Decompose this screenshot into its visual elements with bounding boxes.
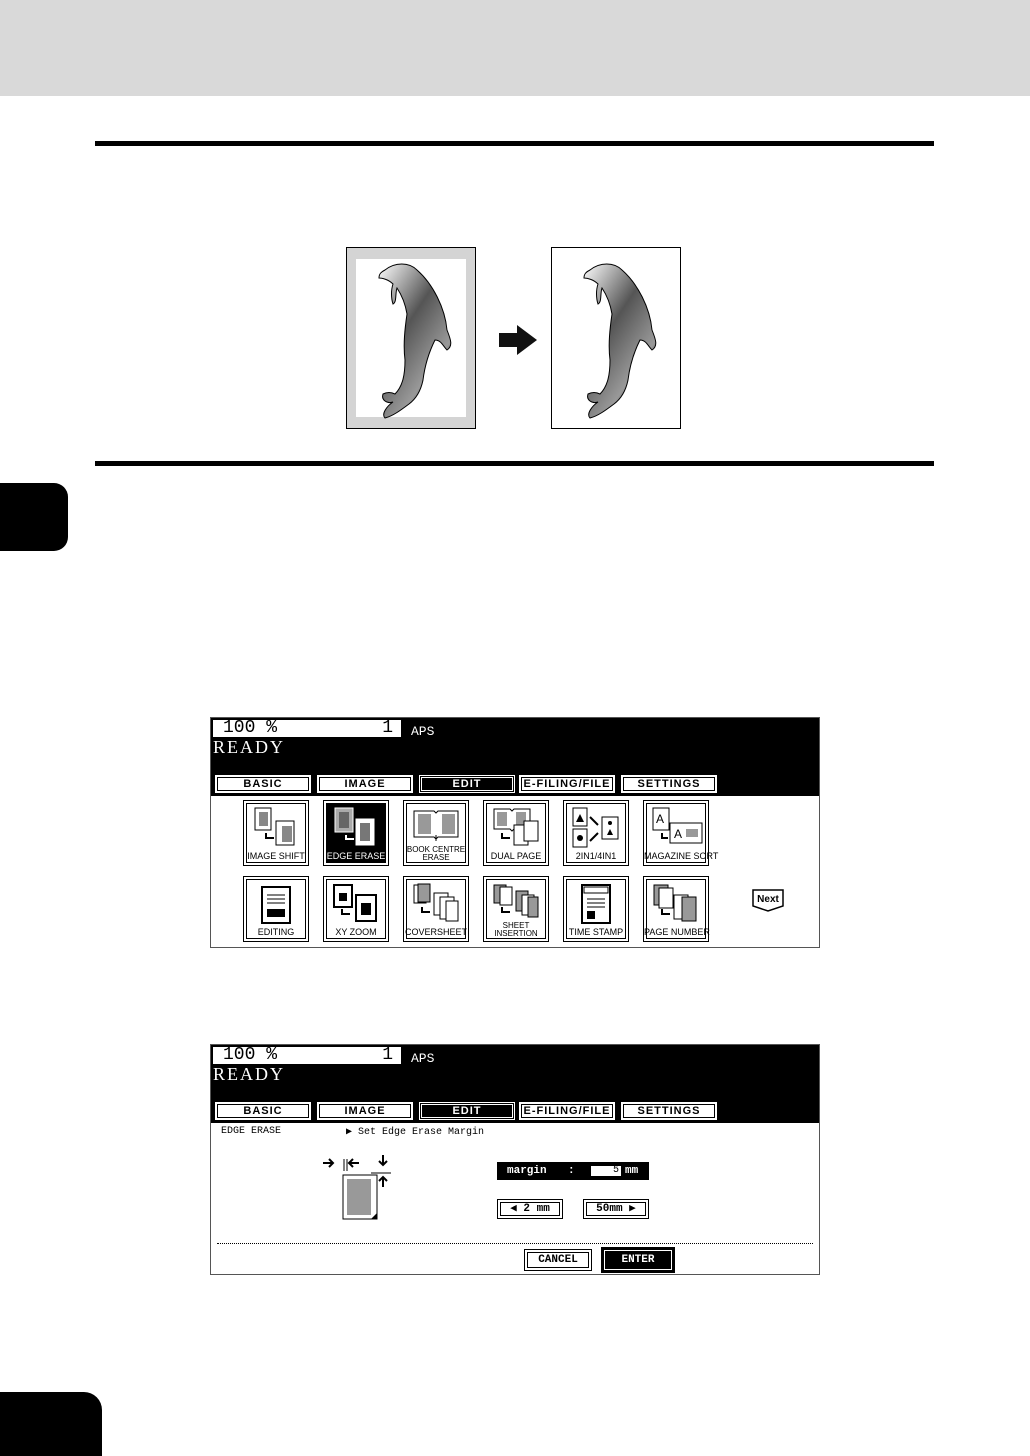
svg-text:A: A [656,812,665,826]
dolphin-icon [552,248,682,430]
right-arrow-icon [497,324,539,356]
book-centre-erase-icon [412,807,462,843]
editing-icon [252,883,302,925]
time-stamp-icon [572,883,622,925]
page-number-button[interactable]: PAGE NUMBER [643,876,709,942]
margin-display: margin : 5 mm [497,1162,649,1180]
zoom-ratio: 100 % [223,1045,278,1065]
ratio-display [213,720,401,737]
status-bar [211,1045,819,1123]
chapter-side-tab [0,483,68,551]
coversheet-icon [412,883,462,923]
divider [217,1243,813,1244]
section-rule-top [95,141,934,146]
dolphin-icon [347,248,477,430]
svg-text:A: A [674,827,683,841]
page-number-icon [652,883,702,923]
paper-mode: APS [411,1051,435,1066]
margin-value: 5 [591,1166,621,1176]
status-message: READY [213,737,285,757]
dual-page-button[interactable]: DUAL PAGE [483,800,549,866]
tab-settings[interactable]: SETTINGS [621,1102,717,1120]
tab-e-filing-file[interactable]: E-FILING/FILE [519,775,615,793]
edit-menu-panel [210,717,820,948]
edge-erase-icon [332,807,382,847]
copy-count: 1 [382,718,393,738]
image-shift-icon [252,807,302,847]
tab-e-filing-file[interactable]: E-FILING/FILE [519,1102,615,1120]
time-stamp-button[interactable]: TIME STAMP [563,876,629,942]
edge-erase-button[interactable]: EDGE ERASE [323,800,389,866]
increase-margin-button[interactable]: 50mm ▶ [583,1199,649,1219]
next-icon [751,888,785,912]
tab-bar [213,775,819,793]
tab-bar [213,1102,819,1120]
enter-button[interactable]: ENTER [601,1247,675,1273]
sheet-insertion-icon [492,883,542,919]
original-with-edge-illustration [346,247,476,429]
edge-erase-panel [210,1044,820,1275]
svg-text:Next: Next [757,894,779,905]
sheet-insertion-button[interactable]: SHEET INSERTION [483,876,549,942]
tab-settings[interactable]: SETTINGS [621,775,717,793]
magazine-sort-button[interactable]: A A MAGAZINE SORT [643,800,709,866]
tab-image[interactable]: IMAGE [317,775,413,793]
instruction-text: ▶ Set Edge Erase Margin [346,1127,485,1138]
erased-result-illustration [551,247,681,429]
status-bar [211,718,819,796]
image-shift-button[interactable]: IMAGE SHIFT [243,800,309,866]
copy-count: 1 [382,1045,393,1065]
function-title: EDGE ERASE [221,1126,282,1137]
xy-zoom-icon [332,883,382,923]
page-number-tab [0,1392,102,1456]
xy-zoom-button[interactable]: XY ZOOM [323,876,389,942]
paper-mode: APS [411,724,435,739]
tab-basic[interactable]: BASIC [215,1102,311,1120]
magazine-sort-icon [652,807,704,847]
coversheet-button[interactable]: COVERSHEET [403,876,469,942]
next-button[interactable] [751,888,785,912]
2in1-4in1-button[interactable]: 2IN1/4IN1 [563,800,629,866]
section-rule-bottom [95,461,934,466]
dual-page-icon [492,807,542,847]
tab-basic[interactable]: BASIC [215,775,311,793]
tab-edit[interactable]: EDIT [419,775,515,793]
page-header-band [0,0,1030,96]
cancel-button[interactable]: CANCEL [524,1249,592,1271]
status-message: READY [213,1064,285,1084]
book-centre-erase-button[interactable]: BOOK CENTRE ERASE [403,800,469,866]
ratio-display [213,1047,401,1064]
editing-button[interactable]: EDITING [243,876,309,942]
edge-margin-diagram-icon [323,1155,393,1225]
tab-edit[interactable]: EDIT [419,1102,515,1120]
2in1-4in1-icon [572,807,622,849]
tab-image[interactable]: IMAGE [317,1102,413,1120]
decrease-margin-button[interactable]: ◀ 2 mm [497,1199,563,1219]
zoom-ratio: 100 % [223,718,278,738]
